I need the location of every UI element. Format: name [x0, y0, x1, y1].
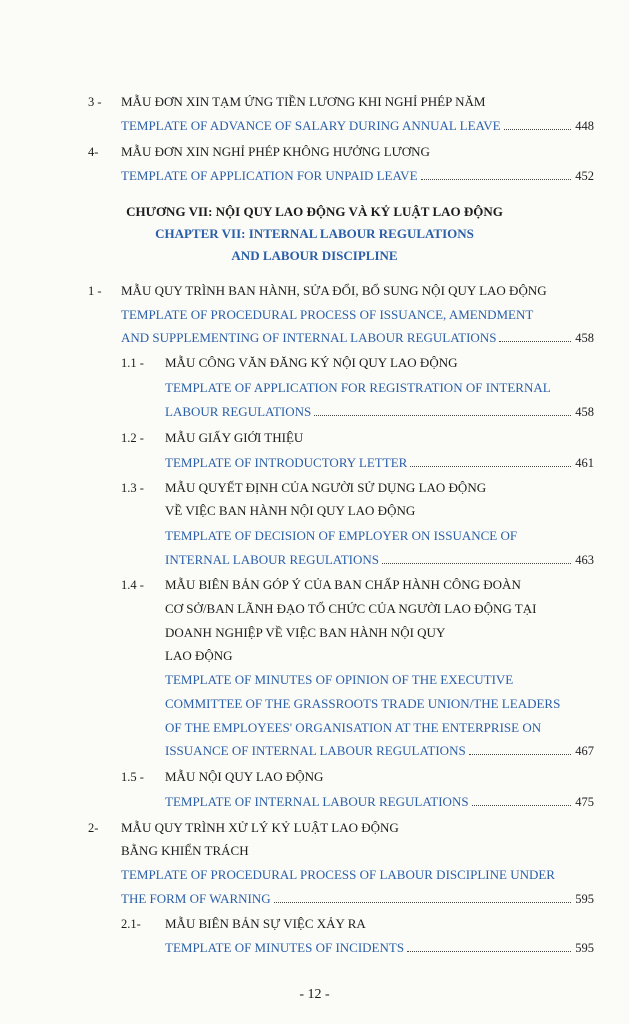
entry-number: 1 - [88, 284, 102, 298]
entry-title-en: THE FORM OF WARNING [121, 891, 271, 906]
chapter-title-en: CHAPTER VII: INTERNAL LABOUR REGULATIONS [155, 226, 474, 241]
entry-title-vn: MẪU CÔNG VĂN ĐĂNG KÝ NỘI QUY LAO ĐỘNG [165, 355, 458, 370]
toc-entry-link[interactable] [165, 455, 594, 471]
chapter-title-en-2: AND LABOUR DISCIPLINE [231, 248, 398, 263]
page-ref: 452 [575, 169, 594, 183]
entry-title-vn: LAO ĐỘNG [165, 648, 233, 663]
toc-entry-link[interactable] [121, 891, 594, 907]
entry-title-vn: MẪU NỘI QUY LAO ĐỘNG [165, 769, 324, 784]
entry-title-vn: MẪU QUY TRÌNH XỬ LÝ KỶ LUẬT LAO ĐỘNG [121, 820, 399, 835]
page-ref: 461 [575, 456, 594, 470]
entry-title-en: TEMPLATE OF ADVANCE OF SALARY DURING ANNUAL LEAVE [121, 118, 501, 133]
entry-number: 2.1- [121, 917, 141, 931]
dot-leader [504, 129, 572, 130]
entry-title-en: OF THE EMPLOYEES' ORGANISATION AT THE ENTERPRISE ON [165, 720, 542, 735]
entry-number: 1.5 - [121, 770, 144, 784]
page-ref: 467 [575, 744, 594, 758]
toc-entry-link[interactable] [165, 743, 594, 759]
entry-title-en: TEMPLATE OF MINUTES OF OPINION OF THE EXECUTIVE [165, 672, 514, 687]
entry-number: 4- [88, 145, 99, 159]
entry-title-en: TEMPLATE OF PROCEDURAL PROCESS OF ISSUANCE, AMENDMENT [121, 307, 534, 322]
dot-leader [407, 951, 571, 952]
page-ref: 595 [575, 892, 594, 906]
toc-entry-link[interactable] [165, 794, 594, 810]
dot-leader [274, 902, 572, 903]
entry-title-vn: VỀ VIỆC BAN HÀNH NỘI QUY LAO ĐỘNG [165, 503, 416, 518]
chapter-title-vn: CHƯƠNG VII: NỘI QUY LAO ĐỘNG VÀ KỶ LUẬT LAO ĐỘNG [126, 204, 503, 219]
entry-number: 3 - [88, 95, 102, 109]
page-ref: 463 [575, 553, 594, 567]
page-ref: 475 [575, 795, 594, 809]
dot-leader [314, 415, 571, 416]
toc-entry-link[interactable] [121, 118, 594, 134]
page-ref: 595 [575, 941, 594, 955]
entry-title-vn: MẪU ĐƠN XIN TẠM ỨNG TIỀN LƯƠNG KHI NGHỈ PHÉP NĂM [121, 94, 486, 109]
dot-leader [410, 466, 571, 467]
dot-leader [469, 754, 572, 755]
entry-title-en: TEMPLATE OF INTERNAL LABOUR REGULATIONS [165, 794, 469, 809]
toc-entry-link[interactable] [121, 168, 594, 184]
page-ref: 448 [575, 119, 594, 133]
entry-title-en: TEMPLATE OF APPLICATION FOR REGISTRATION OF INTERNAL [165, 380, 551, 395]
page-ref: 458 [575, 331, 594, 345]
dot-leader [499, 341, 571, 342]
entry-title-vn: CƠ SỞ/BAN LÃNH ĐẠO TỔ CHỨC CỦA NGƯỜI LAO ĐỘNG TẠI [165, 601, 537, 616]
entry-title-en: INTERNAL LABOUR REGULATIONS [165, 552, 380, 567]
entry-title-en: ISSUANCE OF INTERNAL LABOUR REGULATIONS [165, 743, 466, 758]
entry-title-vn: MẪU ĐƠN XIN NGHỈ PHÉP KHÔNG HƯỞNG LƯƠNG [121, 144, 430, 159]
entry-title-vn: MẪU QUY TRÌNH BAN HÀNH, SỬA ĐỔI, BỔ SUNG NỘI QUY LAO ĐỘNG [121, 283, 547, 298]
toc-entry-link[interactable] [165, 940, 594, 956]
entry-title-vn: DOANH NGHIỆP VỀ VIỆC BAN HÀNH NỘI QUY [165, 625, 446, 640]
entry-title-en: TEMPLATE OF APPLICATION FOR UNPAID LEAVE [121, 168, 418, 183]
page-number: - 12 - [299, 987, 330, 1002]
dot-leader [382, 563, 571, 564]
entry-title-vn: BẰNG KHIỂN TRÁCH [121, 843, 249, 858]
entry-title-en: COMMITTEE OF THE GRASSROOTS TRADE UNION/THE LEADERS [165, 696, 561, 711]
toc-entry-link[interactable] [165, 404, 594, 420]
entry-title-en: LABOUR REGULATIONS [165, 404, 312, 419]
entry-title-vn: MẪU QUYẾT ĐỊNH CỦA NGƯỜI SỬ DỤNG LAO ĐỘNG [165, 480, 487, 495]
entry-number: 2- [88, 821, 99, 835]
entry-title-en: TEMPLATE OF INTRODUCTORY LETTER [165, 455, 408, 470]
entry-title-vn: MẪU BIÊN BẢN GÓP Ý CỦA BAN CHẤP HÀNH CÔNG ĐOÀN [165, 577, 521, 592]
entry-title-en: TEMPLATE OF MINUTES OF INCIDENTS [165, 940, 405, 955]
entry-number: 1.2 - [121, 431, 144, 445]
entry-title-vn: MẪU GIẤY GIỚI THIỆU [165, 430, 304, 445]
entry-title-en: TEMPLATE OF DECISION OF EMPLOYER ON ISSUANCE OF [165, 528, 518, 543]
toc-entry-link[interactable] [165, 552, 594, 568]
dot-leader [421, 179, 572, 180]
page-ref: 458 [575, 405, 594, 419]
entry-number: 1.3 - [121, 481, 144, 495]
toc-entry-link[interactable] [121, 330, 594, 346]
entry-title-vn: MẪU BIÊN BẢN SỰ VIỆC XẢY RA [165, 916, 366, 931]
entry-number: 1.1 - [121, 356, 144, 370]
dot-leader [472, 805, 572, 806]
entry-title-en: TEMPLATE OF PROCEDURAL PROCESS OF LABOUR DISCIPLINE UNDER [121, 867, 555, 882]
entry-title-en: AND SUPPLEMENTING OF INTERNAL LABOUR REGULATIONS [121, 330, 497, 345]
entry-number: 1.4 - [121, 578, 144, 592]
